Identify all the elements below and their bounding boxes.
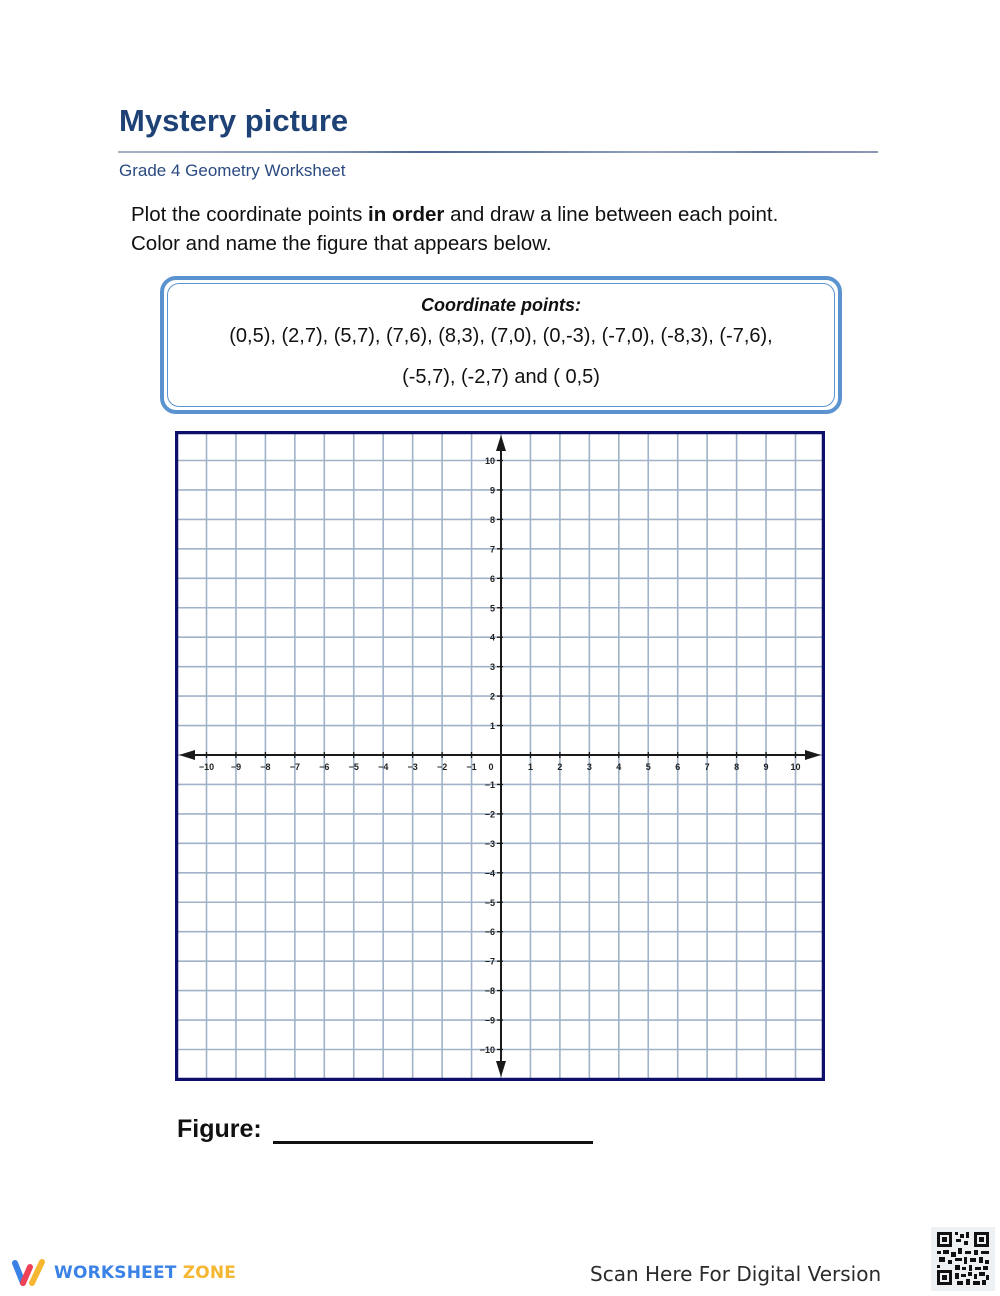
y-tick-label: 2 <box>489 691 495 702</box>
instructions-line-1 <box>131 200 778 229</box>
qr-code[interactable] <box>931 1227 995 1291</box>
x-tick-label: −2 <box>436 762 448 772</box>
x-tick-label: 5 <box>645 762 651 772</box>
x-tick-label: 2 <box>557 762 563 772</box>
qr-code-icon <box>931 1227 995 1291</box>
page-subtitle: Grade 4 Geometry Worksheet <box>119 161 346 180</box>
y-tick-label: −9 <box>484 1015 495 1026</box>
coordinate-points-heading: Coordinate points: <box>421 295 581 315</box>
y-tick-label: −4 <box>484 868 495 879</box>
x-tick-label: −6 <box>319 762 330 772</box>
y-tick-label: 1 <box>489 721 495 732</box>
x-tick-label: 3 <box>586 762 592 772</box>
coordinate-grid-svg[interactable] <box>175 431 825 1081</box>
y-tick-label: −3 <box>484 838 495 849</box>
instructions-line-2: Color and name the figure that appears below. <box>131 232 552 255</box>
logo-text <box>54 1263 236 1283</box>
y-tick-label: −10 <box>479 1045 495 1055</box>
x-tick-label: 10 <box>790 762 801 772</box>
y-tick-label: −2 <box>484 809 495 820</box>
y-tick-label: −5 <box>484 897 495 908</box>
x-tick-label: 7 <box>704 762 710 772</box>
x-tick-label: 6 <box>675 762 681 772</box>
instructions <box>131 200 778 258</box>
y-tick-label: 3 <box>489 662 495 673</box>
coordinate-grid[interactable] <box>175 431 825 1081</box>
instructions-text: and draw a line between each point. <box>444 203 779 226</box>
x-tick-label: 1 <box>527 762 533 772</box>
y-tick-label: 7 <box>489 544 495 555</box>
x-tick-label: 9 <box>763 762 769 772</box>
figure-answer-label: Figure: <box>177 1115 262 1143</box>
y-tick-label: −6 <box>484 927 495 938</box>
coordinate-points-line-2: (-5,7), (-2,7) and ( 0,5) <box>402 366 600 388</box>
y-tick-label: 6 <box>489 573 495 584</box>
logo-text-worksheet: WORKSHEET <box>54 1263 177 1283</box>
coordinate-points-line-1: (0,5), (2,7), (5,7), (7,6), (8,3), (7,0), (0,-3), (-7,0), (-8,3), (-7,6), <box>229 325 773 347</box>
scan-here-text: Scan Here For Digital Version <box>590 1262 882 1286</box>
x-tick-label: 0 <box>488 762 494 772</box>
y-tick-label: −7 <box>484 956 495 967</box>
x-tick-label: −1 <box>466 762 477 772</box>
logo-mark-icon <box>10 1258 48 1288</box>
worksheetzone-logo <box>10 1258 236 1288</box>
x-tick-label: 4 <box>616 762 622 772</box>
page-title: Mystery picture <box>119 103 349 138</box>
logo-text-zone: ZONE <box>182 1263 237 1283</box>
x-tick-label: −8 <box>260 762 271 772</box>
y-tick-label: 5 <box>489 603 495 614</box>
y-tick-label: 10 <box>484 456 495 466</box>
instructions-emphasis: in order <box>368 203 445 226</box>
x-tick-label: 8 <box>734 762 740 772</box>
x-tick-label: −9 <box>230 762 242 772</box>
coordinate-points-box <box>160 276 842 414</box>
x-tick-label: −7 <box>289 762 300 772</box>
x-tick-label: −4 <box>378 762 389 772</box>
x-tick-label: −10 <box>198 762 215 772</box>
figure-answer-line[interactable] <box>273 1141 593 1144</box>
y-tick-label: 8 <box>489 514 495 525</box>
y-tick-label: −8 <box>484 986 495 997</box>
y-tick-label: 9 <box>489 485 495 496</box>
x-tick-label: −3 <box>407 762 418 772</box>
y-tick-label: 4 <box>489 632 495 643</box>
title-divider <box>118 151 878 153</box>
y-tick-label: −1 <box>484 779 495 790</box>
instructions-text: Plot the coordinate points <box>131 203 369 226</box>
x-tick-label: −5 <box>348 762 359 772</box>
